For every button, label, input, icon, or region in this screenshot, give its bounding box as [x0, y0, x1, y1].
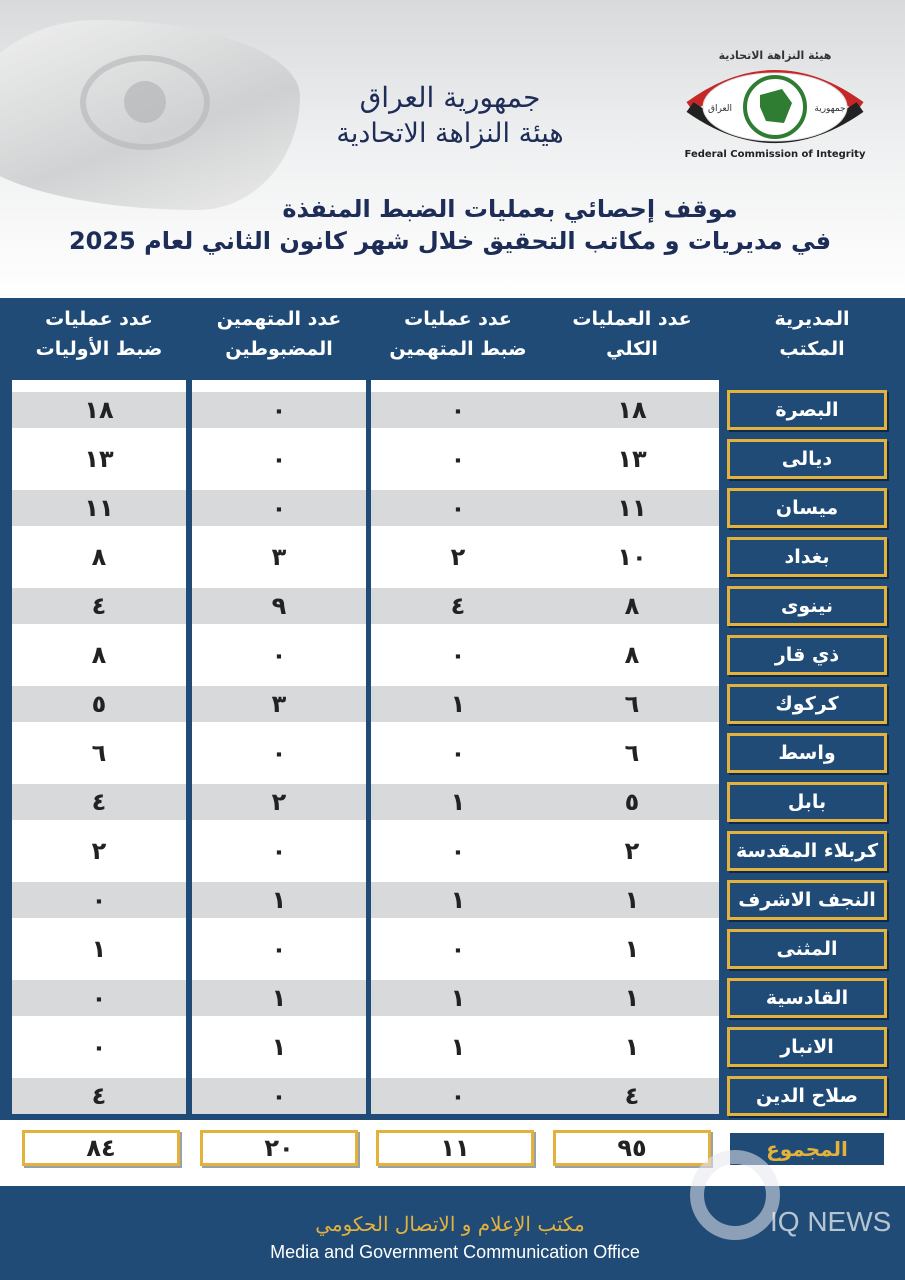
office-label: نينوى [727, 586, 887, 626]
cell-total-ops: ٨ [624, 592, 640, 620]
cell-accused-ops: ٠ [450, 641, 466, 669]
cell-accused-count: ٠ [271, 739, 287, 767]
office-label: ديالى [727, 439, 887, 479]
logo-arabic-top: هيئة النزاهة الاتحادية [718, 49, 832, 62]
footer-office-arabic: مكتب الإعلام و الاتصال الحكومي [315, 1212, 585, 1236]
cell-primary-ops: ٠ [91, 1033, 107, 1061]
cell-accused-ops: ٠ [450, 1082, 466, 1110]
cell-accused-count: ١ [271, 1033, 287, 1061]
total-total-ops: ٩٥ [553, 1130, 711, 1166]
total-accused-count: ٢٠ [200, 1130, 358, 1166]
total-accused-ops: ١١ [376, 1130, 534, 1166]
cell-total-ops: ١ [624, 935, 640, 963]
cell-accused-count: ٠ [271, 641, 287, 669]
cell-primary-ops: ١ [91, 935, 107, 963]
cell-accused-ops: ٠ [450, 935, 466, 963]
office-label: بابل [727, 782, 887, 822]
cell-total-ops: ١ [624, 984, 640, 1012]
cell-accused-count: ٠ [271, 935, 287, 963]
office-label: بغداد [727, 537, 887, 577]
office-label: كربلاء المقدسة [727, 831, 887, 871]
commission-watermark-logo [80, 55, 210, 150]
cell-accused-count: ٠ [271, 494, 287, 522]
cell-total-ops: ٨ [624, 641, 640, 669]
cell-total-ops: ٥ [624, 788, 640, 816]
cell-total-ops: ٦ [624, 739, 640, 767]
column-header-accused-ops: عدد عمليات ضبط المتهمين [389, 308, 527, 360]
cell-accused-ops: ١ [450, 886, 466, 914]
cell-accused-ops: ٤ [450, 592, 466, 620]
office-label: النجف الاشرف [727, 880, 887, 920]
cell-accused-ops: ١ [450, 690, 466, 718]
column-header-total-ops: عدد العمليات الكلي [572, 308, 692, 360]
cell-total-ops: ١١ [617, 494, 647, 522]
cell-total-ops: ١٣ [617, 445, 647, 473]
header [0, 0, 905, 300]
cell-primary-ops: ٤ [91, 592, 107, 620]
cell-primary-ops: ١٨ [84, 396, 114, 424]
cell-primary-ops: ٨ [91, 641, 107, 669]
cell-accused-count: ٣ [271, 690, 287, 718]
cell-primary-ops: ١٣ [84, 445, 114, 473]
logo-arabic-right: جمهورية [814, 104, 846, 114]
subtitle-line-1: موقف إحصائي بعمليات الضبط المنفذة [282, 195, 738, 223]
office-label: صلاح الدين [727, 1076, 887, 1116]
country-name: جمهورية العراق [359, 81, 541, 114]
cell-total-ops: ١ [624, 886, 640, 914]
cell-primary-ops: ٨ [91, 543, 107, 571]
iq-news-watermark-text: IQ NEWS [770, 1206, 892, 1237]
office-label: واسط [727, 733, 887, 773]
cell-accused-count: ٠ [271, 1082, 287, 1110]
footer-office-english: Media and Government Communication Office [270, 1242, 640, 1262]
logo-english-text: Federal Commission of Integrity [684, 149, 866, 160]
cell-accused-ops: ١ [450, 1033, 466, 1061]
cell-total-ops: ١٨ [617, 396, 647, 424]
totals-label: المجموع [727, 1130, 887, 1168]
column-header-primary-ops: عدد عمليات ضبط الأوليات [35, 308, 163, 360]
cell-accused-ops: ٢ [450, 543, 466, 571]
cell-accused-count: ٣ [271, 543, 287, 571]
cell-primary-ops: ١١ [84, 494, 114, 522]
office-label: البصرة [727, 390, 887, 430]
commission-logo [680, 45, 870, 165]
office-label: القادسية [727, 978, 887, 1018]
cell-primary-ops: ٤ [91, 1082, 107, 1110]
office-label: كركوك [727, 684, 887, 724]
office-label: الانبار [727, 1027, 887, 1067]
page-title [300, 80, 600, 152]
iq-news-watermark-icon [690, 1150, 780, 1240]
cell-primary-ops: ٠ [91, 984, 107, 1012]
commission-name: هيئة النزاهة الاتحادية [336, 118, 564, 149]
cell-accused-ops: ٠ [450, 837, 466, 865]
total-primary-ops: ٨٤ [22, 1130, 180, 1166]
cell-primary-ops: ٠ [91, 886, 107, 914]
cell-accused-ops: ٠ [450, 445, 466, 473]
cell-total-ops: ١٠ [617, 543, 647, 571]
cell-primary-ops: ٤ [91, 788, 107, 816]
cell-primary-ops: ٢ [91, 837, 107, 865]
cell-accused-ops: ١ [450, 788, 466, 816]
report-subtitle [20, 193, 880, 257]
cell-accused-ops: ٠ [450, 494, 466, 522]
cell-primary-ops: ٥ [91, 690, 107, 718]
cell-accused-count: ٢ [271, 788, 287, 816]
cell-total-ops: ٦ [624, 690, 640, 718]
cell-accused-count: ٠ [271, 837, 287, 865]
office-label: المثنى [727, 929, 887, 969]
cell-accused-ops: ١ [450, 984, 466, 1012]
column-header-office: المديرية المكتب [774, 308, 850, 360]
cell-accused-count: ٩ [271, 592, 287, 620]
cell-accused-count: ٠ [271, 396, 287, 424]
cell-total-ops: ٢ [624, 837, 640, 865]
cell-accused-ops: ٠ [450, 739, 466, 767]
cell-total-ops: ٤ [624, 1082, 640, 1110]
subtitle-line-2: في مديريات و مكاتب التحقيق خلال شهر كانون الثاني لعام 2025 [68, 227, 832, 255]
cell-primary-ops: ٦ [91, 739, 107, 767]
statistics-table [0, 298, 905, 1120]
cell-accused-count: ١ [271, 984, 287, 1012]
cell-total-ops: ١ [624, 1033, 640, 1061]
office-label: ميسان [727, 488, 887, 528]
cell-accused-ops: ٠ [450, 396, 466, 424]
column-header-accused-count: عدد المتهمين المضبوطين [216, 308, 342, 360]
cell-accused-count: ٠ [271, 445, 287, 473]
office-label: ذي قار [727, 635, 887, 675]
logo-arabic-left: العراق [707, 104, 733, 114]
cell-accused-count: ١ [271, 886, 287, 914]
